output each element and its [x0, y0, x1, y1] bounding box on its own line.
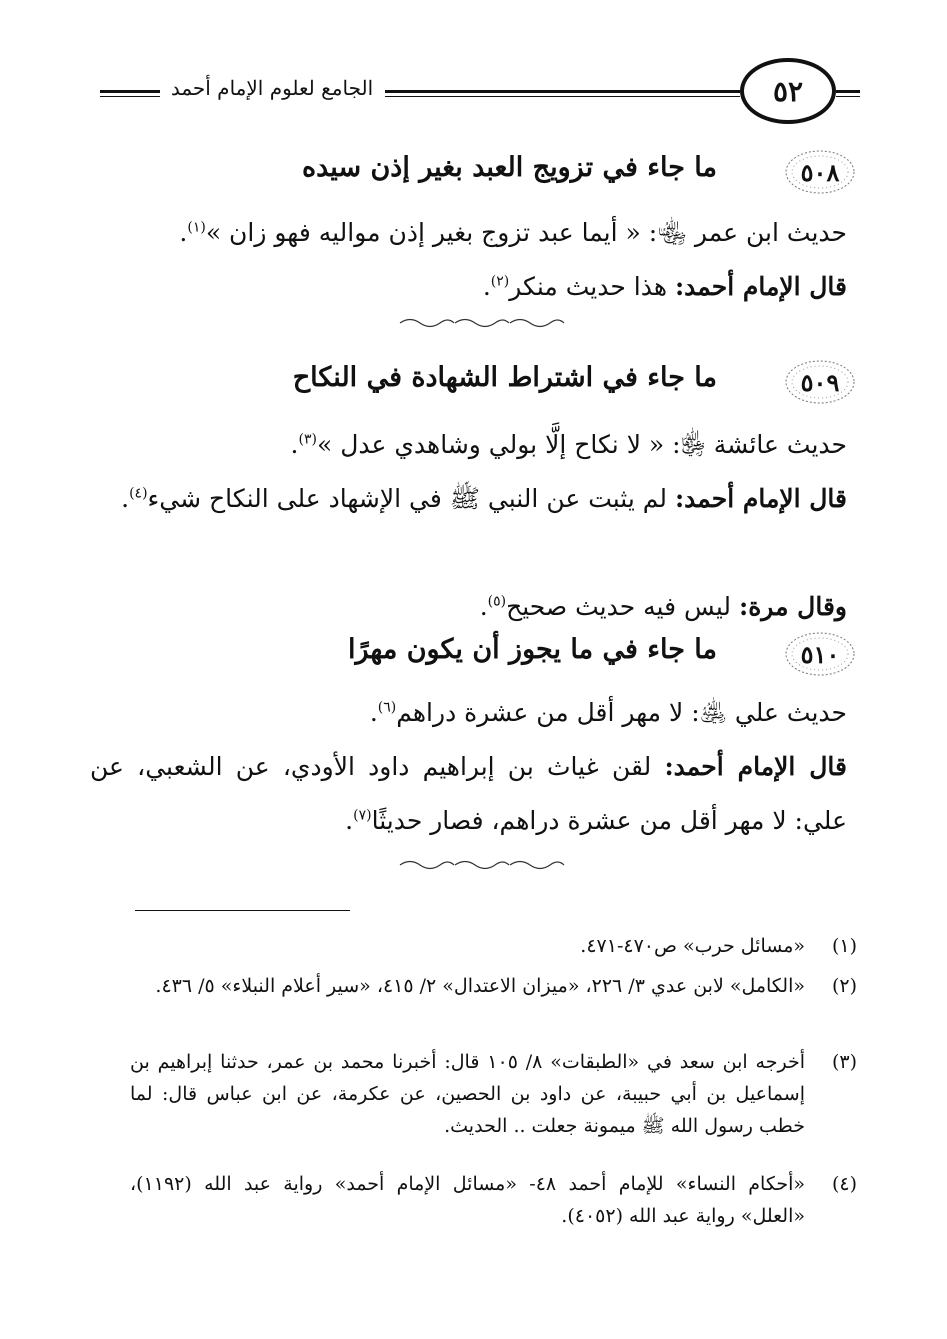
speaker-label: قال الإمام أحمد: — [664, 752, 847, 781]
footnote-ref[interactable]: (٧) — [353, 807, 372, 824]
section-title: ما جاء في ما يجوز أن يكون مهرًا — [348, 634, 717, 665]
footnote — [130, 930, 857, 962]
section-number-badge — [783, 148, 857, 196]
speaker-label: وقال مرة: — [738, 592, 847, 621]
speaker-label: قال الإمام أحمد: — [674, 272, 847, 301]
footnote-ref[interactable]: (٦) — [377, 699, 397, 716]
footnote — [130, 1046, 857, 1142]
paragraph: حديث علي ﵁: لا مهر أقل من عشرة دراهم$^{(٦)}$. — [369, 698, 847, 727]
section-number: ٥٠٩ — [800, 368, 840, 397]
footnote-number: (١) — [831, 935, 857, 957]
section-heading-509 — [90, 358, 857, 408]
header-rule — [100, 96, 160, 97]
header-rule — [385, 90, 740, 93]
header-rule — [836, 96, 860, 97]
footnote-ref[interactable]: (٣) — [298, 431, 317, 448]
ornamental-divider — [395, 858, 565, 872]
paragraph: وقال مرة: ليس فيه حديث صحيح$^{(٥)}$. — [479, 592, 847, 621]
hadith-text: حديث عائشة ﵂: « لا نكاح إلَّا بولي وشاهدي عدل » — [316, 430, 847, 459]
paragraph: قال الإمام أحمد: لم يثبت عن النبي ﷺ في الإشهاد على النكاح شيء$^{(٤)}$. — [121, 484, 847, 513]
footnote-number: (٤) — [831, 1173, 857, 1195]
footnote-ref[interactable]: (٤) — [129, 485, 148, 502]
running-title: الجامع لعلوم الإمام أحمد — [170, 76, 374, 100]
section-number: ٥١٠ — [800, 640, 840, 669]
section-number-badge — [783, 630, 857, 678]
section-number-badge — [783, 358, 857, 406]
footnote-number: (٢) — [831, 975, 857, 997]
footnote-separator — [135, 910, 350, 911]
section-heading-510 — [90, 630, 857, 680]
ruling-text: ليس فيه حديث صحيح — [506, 592, 739, 621]
footnote-ref[interactable]: (١) — [187, 219, 206, 236]
footnote-ref[interactable]: (٢) — [490, 273, 510, 290]
section-title: ما جاء في تزويج العبد بغير إذن سيده — [301, 152, 717, 183]
page-number: ٥٢ — [740, 58, 836, 124]
footnote — [130, 970, 857, 1002]
ruling-text: هذا حديث منكر — [509, 272, 675, 301]
paragraph: حديث ابن عمر ﵄: « أيما عبد تزوج بغير إذن مواليه فهو زان »$^{(١)}$. — [179, 218, 847, 247]
speaker-label: قال الإمام أحمد: — [674, 484, 847, 513]
hadith-text: حديث ابن عمر ﵄: « أيما عبد تزوج بغير إذن مواليه فهو زان » — [205, 218, 847, 247]
footnote-text: «الكامل» لابن عدي ٣/ ٢٢٦، «ميزان الاعتدال» ٢/ ٤١٥، «سير أعلام النبلاء» ٥/ ٤٣٦. — [155, 975, 805, 997]
section-number: ٥٠٨ — [800, 158, 840, 187]
header-rule — [385, 96, 740, 97]
section-title: ما جاء في اشتراط الشهادة في النكاح — [292, 362, 717, 393]
ruling-text: لقن غياث بن إبراهيم داود الأودي، عن الشعبي، عن علي: لا مهر أقل من عشرة دراهم، فصار حديثًا — [90, 752, 847, 835]
page-header — [100, 58, 860, 138]
hadith-text: حديث علي ﵁: لا مهر أقل من عشرة دراهم — [396, 698, 847, 727]
header-rule — [100, 90, 160, 93]
footnote-text: «مسائل حرب» ص٤٧٠-٤٧١. — [580, 935, 805, 957]
ornamental-divider — [395, 316, 565, 330]
ruling-text: لم يثبت عن النبي ﷺ في الإشهاد على النكاح شيء — [147, 484, 675, 513]
footnote-text: «أحكام النساء» للإمام أحمد ٤٨- «مسائل الإمام أحمد» رواية عبد الله (١١٩٢)، «العلل» رواية عبد الله (٤٠٥٢). — [130, 1173, 805, 1227]
paragraph: قال الإمام أحمد: هذا حديث منكر$^{(٢)}$. — [482, 272, 847, 301]
header-rule — [836, 90, 860, 93]
footnote — [130, 1168, 857, 1232]
footnote-ref[interactable]: (٥) — [487, 593, 507, 610]
paragraph: قال الإمام أحمد: لقن غياث بن إبراهيم داود الأودي، عن الشعبي، عن علي: لا مهر أقل من عشرة دراهم، فصار حديثًا$^{(٧)}$. — [90, 752, 847, 835]
paragraph: حديث عائشة ﵂: « لا نكاح إلَّا بولي وشاهدي عدل »$^{(٣)}$. — [290, 430, 847, 459]
footnote-text: أخرجه ابن سعد في «الطبقات» ٨/ ١٠٥ قال: أخبرنا محمد بن عمر، حدثنا إبراهيم بن إسماعيل بن أبي حبيبة، عن داود بن الحصين، عن عكرمة، عن ابن عباس قال: لما خطب رسول الله ﷺ ميمونة جعلت .. الحديث. — [130, 1051, 805, 1137]
section-heading-508 — [90, 148, 857, 198]
footnote-number: (٣) — [831, 1051, 857, 1073]
